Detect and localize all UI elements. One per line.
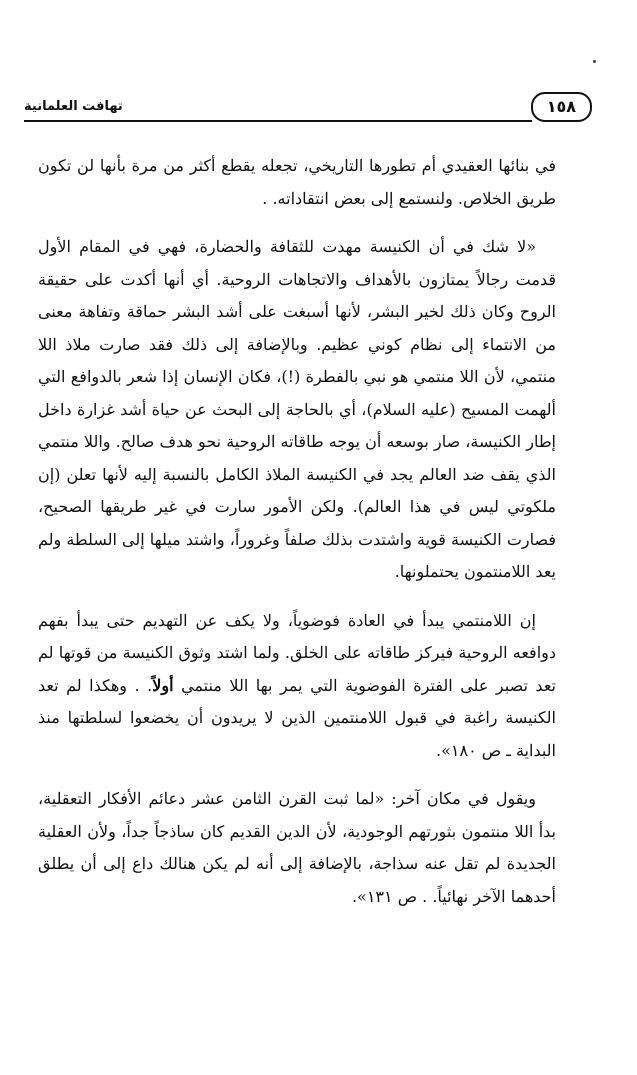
header-rule bbox=[24, 120, 532, 122]
page-speck bbox=[593, 60, 596, 63]
paragraph-3-bold: أولاً bbox=[152, 675, 174, 695]
paragraph-3 bbox=[38, 605, 556, 768]
paragraph-4: ويقول في مكان آخر: «لما ثبت القرن الثامن عشر دعائم الأفكار التعقلية، بدأ اللا منتمون بثورتهم الوجودية، لأن الدين القديم كان ساذجاً جداً، ولأن العقلية الجديدة لم تقل عنه سذاجة، بالإضافة إلى أنه لم يكن هنالك داع إلى أن يطلق أحدهما الآخر نهائياً. . ص ١٣١». bbox=[38, 789, 556, 906]
body-text bbox=[38, 150, 556, 913]
page-number: ١٥٨ bbox=[531, 92, 592, 122]
paragraph-3-end: . . وهكذا لم تعد الكنيسة راغبة في قبول اللامنتمين الذين لا يريدون أن يخضعوا لسلطتها منذ البداية ـ ص ١٨٠». bbox=[38, 675, 556, 760]
paragraph-2: «لا شك في أن الكنيسة مهدت للثقافة والحضارة، فهي في المقام الأول قدمت رجالاً يمتازون بالأهداف والاتجاهات الروحية. أي أنها أكدت على حقيقة الروح وكان ذلك لخير البشر، لأنها أسبغت على أشد البشر حماقة وتفاهة معنى من الانتماء إلى نظام كوني عظيم. وبالإضافة إلى ذلك فقد صارت ملاذ اللا منتمي، لأن اللا منتمي هو نبي بالفطرة (!)، فكان الإنسان إذا شعر بالدوافع التي ألهمت المسيح (عليه السلام)، أي بالحاجة إلى البحث عن حياة أشد غزارة داخل إطار الكنيسة، صار بوسعه أن يوجه طاقاته الروحية نحو هدف صالح. واللا منتمي الذي يقف ضد العالم يجد في الكنيسة الملاذ الكامل بالنسبة إليه لأنها تعلن (إن ملكوتي ليس في هذا العالم). ولكن الأمور سارت في غير طريقها الصحيح، فصارت الكنيسة قوية واشتدت بذلك صلفاً وغروراً، واشتد ميلها إلى السلطة ولم يعد اللامنتمون يحتملونها. bbox=[38, 237, 556, 581]
book-title: تهافت العلمانية bbox=[24, 99, 123, 114]
running-header bbox=[24, 90, 592, 126]
paragraph-3-start: إن اللامنتمي يبدأ في العادة فوضوياً، ولا يكف عن التهديم حتى يبدأ بفهم دوافعه الروحية فيركز طاقاته على الخلق. ولما اشتد وثوق الكنيسة من قوتها لم تعد تصبر على الفترة الفوضوية التي يمر بها اللا منتمي bbox=[38, 610, 556, 695]
paragraph-1: في بنائها العقيدي أم تطورها التاريخي، تجعله يقطع أكثر من مرة بأنها لن تكون طريق الخلاص. ولنستمع إلى بعض انتقاداته. . bbox=[38, 156, 557, 208]
